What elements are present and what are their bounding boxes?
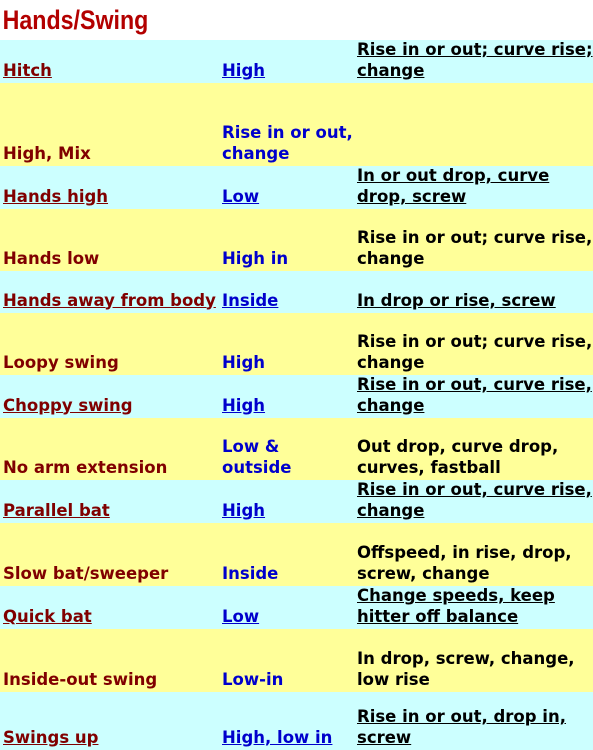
table-row — [0, 586, 593, 629]
location-cell[interactable]: High, low in — [219, 692, 354, 750]
location-cell[interactable]: Low — [219, 166, 354, 209]
table-row — [0, 40, 593, 83]
pitch-cell[interactable]: In drop or rise, screw — [354, 271, 593, 313]
pitch-cell[interactable]: Rise in or out; curve rise; change — [354, 40, 593, 83]
table-row — [0, 629, 593, 692]
pitch-cell[interactable]: Rise in or out, curve rise, change — [354, 480, 593, 523]
hitter-trait-cell: Slow bat/sweeper — [0, 523, 219, 586]
location-cell[interactable]: High — [219, 40, 354, 83]
pitch-cell[interactable]: Rise in or out, drop in, screw — [354, 692, 593, 750]
location-cell: Low & outside — [219, 418, 354, 480]
table-row — [0, 166, 593, 209]
table-row — [0, 692, 593, 750]
hitter-trait-cell: Inside-out swing — [0, 629, 219, 692]
table-row — [0, 480, 593, 523]
hitter-trait-cell[interactable]: Choppy swing — [0, 375, 219, 418]
hitter-trait-cell[interactable]: Swings up — [0, 692, 219, 750]
location-cell: Inside — [219, 523, 354, 586]
table-row — [0, 523, 593, 586]
pitch-cell: Rise in or out; curve rise, change — [354, 209, 593, 271]
location-cell[interactable]: High — [219, 375, 354, 418]
hitter-trait-cell: High, Mix — [0, 83, 219, 166]
table-row — [0, 375, 593, 418]
hitter-trait-cell[interactable]: Hands high — [0, 166, 219, 209]
location-cell: Low-in — [219, 629, 354, 692]
pitch-cell: In drop, screw, change, low rise — [354, 629, 593, 692]
pitch-cell[interactable]: Change speeds, keep hitter off balance — [354, 586, 593, 629]
location-cell[interactable]: High — [219, 480, 354, 523]
hitter-trait-cell: No arm extension — [0, 418, 219, 480]
location-cell: High in — [219, 209, 354, 271]
table-row — [0, 83, 593, 166]
location-cell[interactable]: Inside — [219, 271, 354, 313]
location-cell[interactable]: Low — [219, 586, 354, 629]
hitter-trait-cell: Hands low — [0, 209, 219, 271]
hitter-trait-cell[interactable]: Quick bat — [0, 586, 219, 629]
pitch-cell[interactable]: Rise in or out, curve rise, change — [354, 375, 593, 418]
table-row — [0, 418, 593, 480]
location-cell: Rise in or out, change — [219, 83, 354, 166]
pitch-cell: Rise in or out; curve rise, change — [354, 313, 593, 375]
hands-swing-table — [0, 40, 593, 750]
table-row — [0, 313, 593, 375]
hitter-trait-cell[interactable]: Hands away from body — [0, 271, 219, 313]
location-cell: High — [219, 313, 354, 375]
table-row — [0, 209, 593, 271]
hitter-trait-cell[interactable]: Hitch — [0, 40, 219, 83]
pitch-cell — [354, 83, 593, 166]
pitch-cell: Out drop, curve drop, curves, fastball — [354, 418, 593, 480]
hitter-trait-cell: Loopy swing — [0, 313, 219, 375]
hitter-trait-cell[interactable]: Parallel bat — [0, 480, 219, 523]
pitch-cell[interactable]: In or out drop, curve drop, screw — [354, 166, 593, 209]
table-row — [0, 271, 593, 313]
page-title: Hands/Swing — [2, 5, 149, 35]
pitch-cell: Offspeed, in rise, drop, screw, change — [354, 523, 593, 586]
